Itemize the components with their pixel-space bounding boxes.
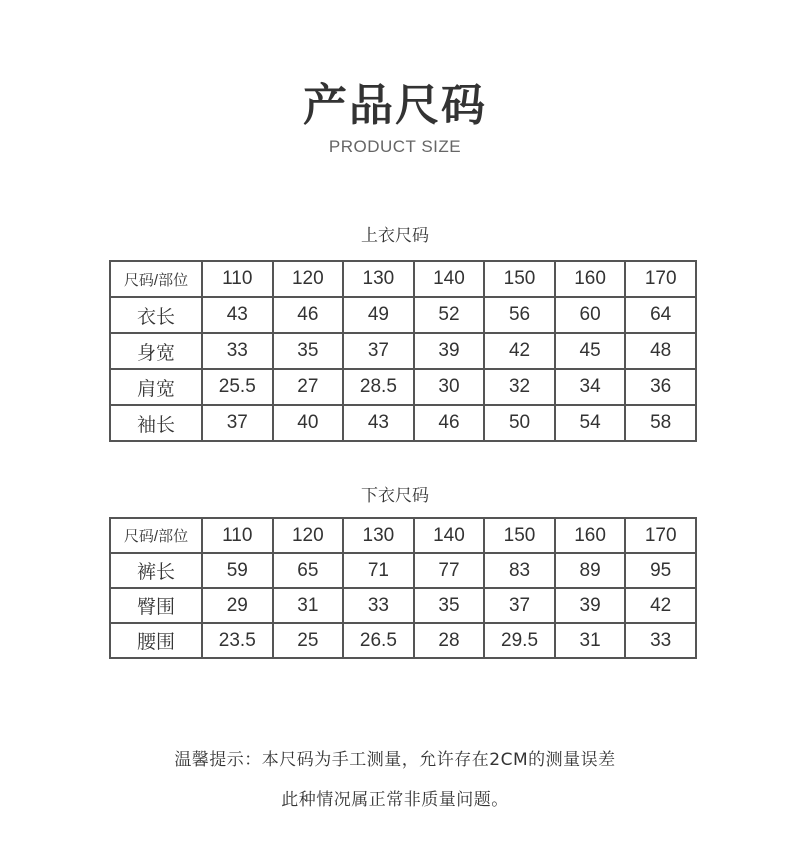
measurement-cell: 23.5: [202, 623, 273, 658]
measurement-cell: 43: [202, 297, 273, 333]
bottom-size-table: [109, 517, 697, 659]
measurement-cell: 30: [414, 369, 485, 405]
size-header-cell: 160: [555, 261, 626, 297]
measurement-cell: 50: [484, 405, 555, 441]
measurement-cell: 42: [484, 333, 555, 369]
size-header-cell: 110: [202, 518, 273, 553]
measurement-cell: 59: [202, 553, 273, 588]
top-size-table: [109, 260, 697, 442]
page-title: 产品尺码: [303, 80, 487, 131]
table-row: [110, 588, 696, 623]
measurement-cell: 25: [273, 623, 344, 658]
size-header-cell: 130: [343, 518, 414, 553]
table-row: [110, 369, 696, 405]
notice-line-1: 温馨提示：本尺码为手工测量，允许存在2CM的测量误差: [174, 750, 616, 770]
measurement-cell: 49: [343, 297, 414, 333]
measurement-cell: 33: [202, 333, 273, 369]
size-header-cell: 170: [625, 261, 696, 297]
measurement-cell: 83: [484, 553, 555, 588]
row-label-cell: 裤长: [110, 553, 202, 588]
size-header-cell: 110: [202, 261, 273, 297]
measurement-cell: 37: [202, 405, 273, 441]
header-cell-size-part: 尺码/部位: [110, 518, 202, 553]
measurement-cell: 64: [625, 297, 696, 333]
measurement-cell: 48: [625, 333, 696, 369]
table-row: [110, 297, 696, 333]
size-header-cell: 130: [343, 261, 414, 297]
top-table-title: 上衣尺码: [361, 226, 429, 246]
measurement-cell: 40: [273, 405, 344, 441]
measurement-cell: 34: [555, 369, 626, 405]
measurement-cell: 77: [414, 553, 485, 588]
notice-line-2: 此种情况属正常非质量问题。: [281, 790, 509, 810]
table-header-row: [110, 518, 696, 553]
measurement-cell: 58: [625, 405, 696, 441]
table-row: [110, 333, 696, 369]
size-header-cell: 140: [414, 518, 485, 553]
measurement-cell: 46: [273, 297, 344, 333]
row-label-cell: 臀围: [110, 588, 202, 623]
measurement-cell: 28: [414, 623, 485, 658]
measurement-cell: 35: [273, 333, 344, 369]
measurement-cell: 45: [555, 333, 626, 369]
measurement-cell: 46: [414, 405, 485, 441]
measurement-cell: 95: [625, 553, 696, 588]
table-header-row: [110, 261, 696, 297]
measurement-cell: 27: [273, 369, 344, 405]
measurement-cell: 33: [625, 623, 696, 658]
measurement-cell: 39: [555, 588, 626, 623]
size-header-cell: 120: [273, 261, 344, 297]
bottom-table-title: 下衣尺码: [361, 486, 429, 506]
measurement-cell: 65: [273, 553, 344, 588]
row-label-cell: 衣长: [110, 297, 202, 333]
measurement-cell: 56: [484, 297, 555, 333]
measurement-cell: 43: [343, 405, 414, 441]
size-header-cell: 150: [484, 261, 555, 297]
measurement-cell: 89: [555, 553, 626, 588]
measurement-cell: 37: [484, 588, 555, 623]
size-header-cell: 150: [484, 518, 555, 553]
table-row: [110, 405, 696, 441]
measurement-cell: 29.5: [484, 623, 555, 658]
measurement-cell: 54: [555, 405, 626, 441]
measurement-cell: 35: [414, 588, 485, 623]
measurement-cell: 29: [202, 588, 273, 623]
size-header-cell: 160: [555, 518, 626, 553]
measurement-cell: 36: [625, 369, 696, 405]
row-label-cell: 腰围: [110, 623, 202, 658]
row-label-cell: 肩宽: [110, 369, 202, 405]
measurement-cell: 37: [343, 333, 414, 369]
measurement-cell: 42: [625, 588, 696, 623]
page-subtitle: PRODUCT SIZE: [328, 137, 462, 156]
measurement-cell: 32: [484, 369, 555, 405]
measurement-cell: 25.5: [202, 369, 273, 405]
size-header-cell: 170: [625, 518, 696, 553]
measurement-cell: 33: [343, 588, 414, 623]
measurement-cell: 31: [273, 588, 344, 623]
measurement-cell: 31: [555, 623, 626, 658]
measurement-cell: 71: [343, 553, 414, 588]
measurement-cell: 52: [414, 297, 485, 333]
measurement-cell: 28.5: [343, 369, 414, 405]
size-header-cell: 140: [414, 261, 485, 297]
table-row: [110, 623, 696, 658]
header-cell-size-part: 尺码/部位: [110, 261, 202, 297]
table-row: [110, 553, 696, 588]
row-label-cell: 袖长: [110, 405, 202, 441]
row-label-cell: 身宽: [110, 333, 202, 369]
size-header-cell: 120: [273, 518, 344, 553]
measurement-cell: 39: [414, 333, 485, 369]
measurement-cell: 26.5: [343, 623, 414, 658]
measurement-cell: 60: [555, 297, 626, 333]
